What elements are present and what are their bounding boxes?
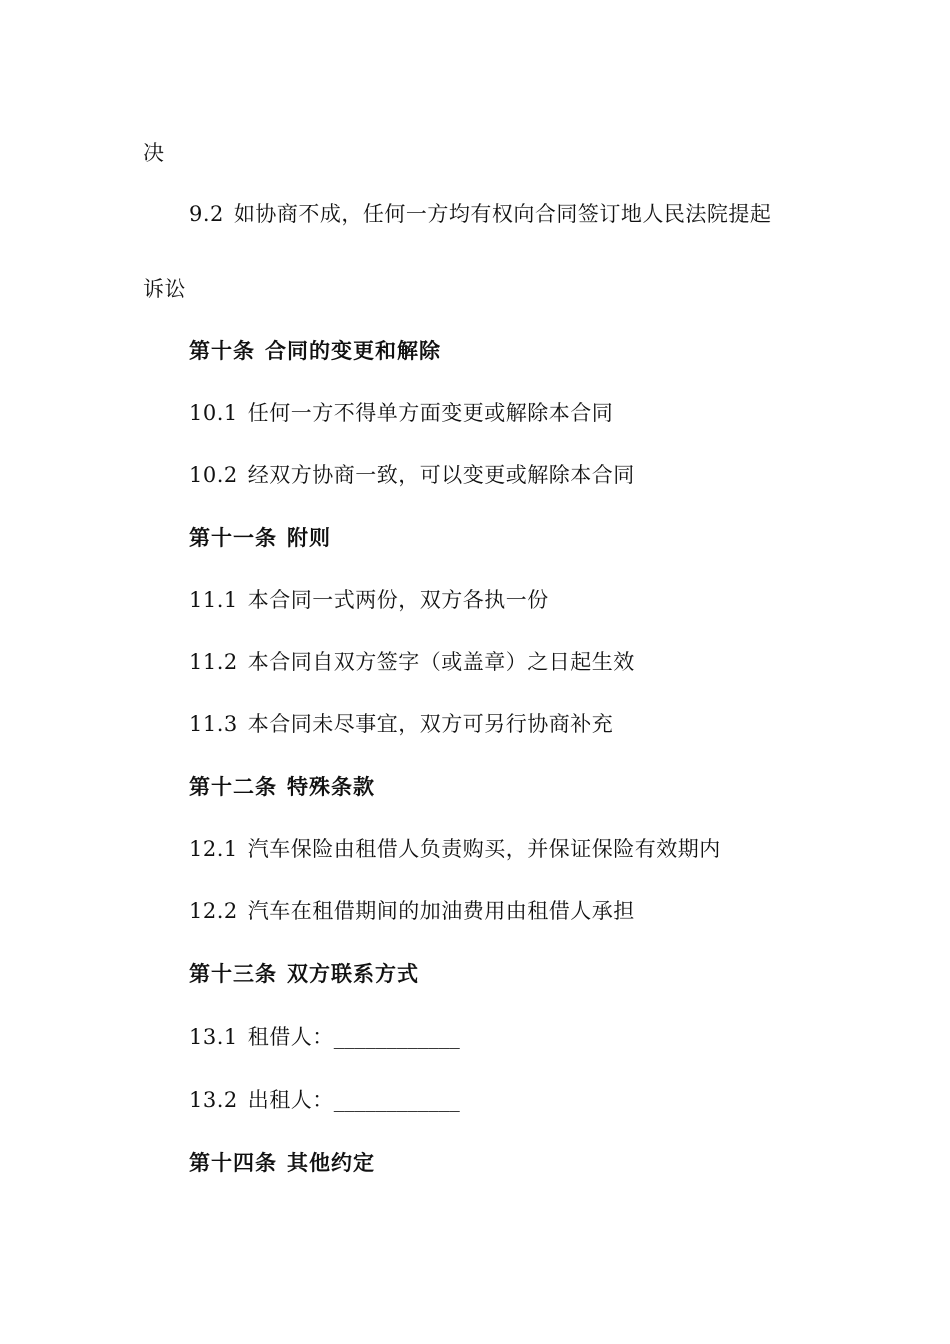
section-number: 第十条 xyxy=(189,339,255,363)
line-text: 决 xyxy=(143,141,165,165)
clause-text: 本合同一式两份，双方各执一份 xyxy=(247,588,549,612)
clause-10-1 xyxy=(189,399,613,427)
continuation-text xyxy=(143,275,186,303)
section-number: 第十四条 xyxy=(189,1151,277,1175)
clause-label: 租借人： xyxy=(247,1025,334,1049)
section-title: 附则 xyxy=(287,526,331,550)
clause-13-1 xyxy=(189,1023,460,1051)
section-title: 其他约定 xyxy=(287,1151,375,1175)
clause-text: 本合同未尽事宜，双方可另行协商补充 xyxy=(247,712,614,736)
clause-number: 10.1 xyxy=(189,401,238,425)
fill-in-blank: ____________ xyxy=(333,1025,460,1049)
clause-number: 13.2 xyxy=(189,1088,238,1112)
clause-11-2 xyxy=(189,648,635,676)
section-title: 特殊条款 xyxy=(287,775,375,799)
clause-12-1 xyxy=(189,835,721,863)
clause-text: 经双方协商一致，可以变更或解除本合同 xyxy=(247,463,635,487)
section-heading-10 xyxy=(189,337,441,365)
continuation-text xyxy=(143,139,165,167)
section-heading-11 xyxy=(189,524,331,552)
clause-text: 任何一方不得单方面变更或解除本合同 xyxy=(247,401,614,425)
clause-number: 12.1 xyxy=(189,837,238,861)
clause-10-2 xyxy=(189,461,635,489)
clause-13-2 xyxy=(189,1086,460,1114)
clause-number: 10.2 xyxy=(189,463,238,487)
section-number: 第十三条 xyxy=(189,962,277,986)
clause-number: 13.1 xyxy=(189,1025,238,1049)
clause-12-2 xyxy=(189,897,635,925)
section-heading-14 xyxy=(189,1149,375,1177)
section-heading-12 xyxy=(189,773,375,801)
clause-number: 9.2 xyxy=(189,202,224,226)
clause-number: 11.2 xyxy=(189,650,238,674)
clause-9-2 xyxy=(189,200,771,228)
clause-label: 出租人： xyxy=(247,1088,334,1112)
clause-text: 如协商不成，任何一方均有权向合同签订地人民法院提起 xyxy=(233,202,772,226)
clause-text: 汽车保险由租借人负责购买，并保证保险有效期内 xyxy=(247,837,721,861)
clause-number: 11.3 xyxy=(189,712,238,736)
section-number: 第十一条 xyxy=(189,526,277,550)
section-number: 第十二条 xyxy=(189,775,277,799)
section-title: 合同的变更和解除 xyxy=(265,339,441,363)
clause-11-1 xyxy=(189,586,549,614)
clause-11-3 xyxy=(189,710,613,738)
clause-number: 12.2 xyxy=(189,899,238,923)
line-text: 诉讼 xyxy=(143,277,186,301)
clause-number: 11.1 xyxy=(189,588,238,612)
section-heading-13 xyxy=(189,960,419,988)
section-title: 双方联系方式 xyxy=(287,962,419,986)
fill-in-blank: ____________ xyxy=(333,1088,460,1112)
clause-text: 汽车在租借期间的加油费用由租借人承担 xyxy=(247,899,635,923)
clause-text: 本合同自双方签字（或盖章）之日起生效 xyxy=(247,650,635,674)
